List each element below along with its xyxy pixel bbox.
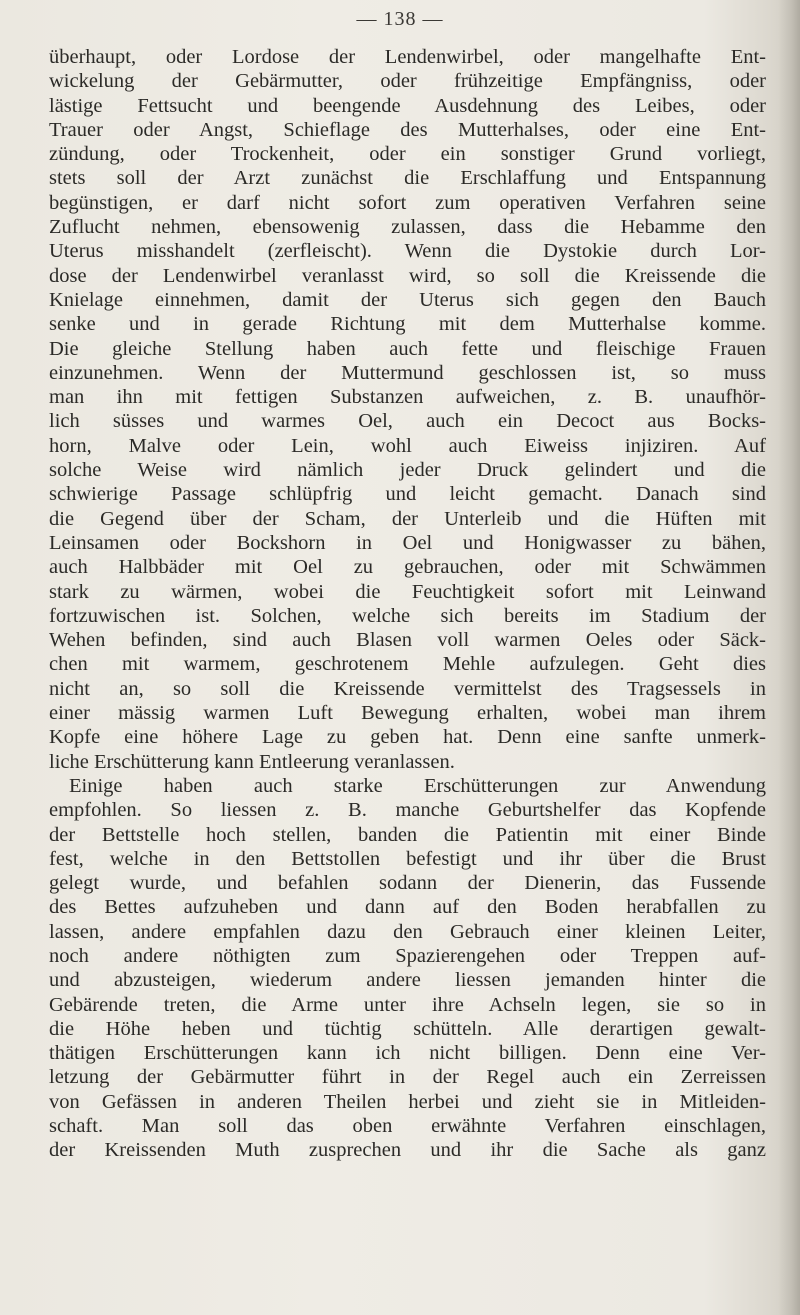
- text-line: lassen, andere empfahlen dazu den Gebrauch einer kleinen Leiter,: [49, 920, 766, 943]
- text-line: senke und in gerade Richtung mit dem Mutterhalse komme.: [49, 313, 766, 336]
- text-line: empfohlen. So liessen z. B. manche Geburtshelfer das Kopfende: [49, 799, 766, 822]
- text-line: einzunehmen. Wenn der Muttermund geschlossen ist, so muss: [49, 361, 766, 384]
- page-number: — 138 —: [356, 8, 444, 30]
- text-line: lich süsses und warmes Oel, auch ein Decoct aus Bocks-: [49, 410, 766, 433]
- text-line: der Bettstelle hoch stellen, banden die Patientin mit einer Binde: [49, 823, 766, 846]
- text-line: fortzuwischen ist. Solchen, welche sich bereits im Stadium der: [49, 604, 766, 627]
- text-line: der Kreissenden Muth zusprechen und ihr die Sache als ganz: [49, 1139, 766, 1162]
- text-line: Kopfe eine höhere Lage zu geben hat. Denn eine sanfte unmerk-: [49, 726, 766, 749]
- text-line: Zuflucht nehmen, ebensowenig zulassen, dass die Hebamme den: [49, 216, 766, 239]
- text-line: gelegt wurde, und befahlen sodann der Dienerin, das Fussende: [49, 872, 766, 895]
- text-line: schwierige Passage schlüpfrig und leicht gemacht. Danach sind: [49, 483, 766, 506]
- text-line: stark zu wärmen, wobei die Feuchtigkeit sofort mit Leinwand: [49, 580, 766, 603]
- text-line: einer mässig warmen Luft Bewegung erhalten, wobei man ihrem: [49, 702, 766, 725]
- text-line: zündung, oder Trockenheit, oder ein sonstiger Grund vorliegt,: [49, 143, 766, 166]
- text-line: begünstigen, er darf nicht sofort zum operativen Verfahren seine: [49, 191, 766, 214]
- text-line: thätigen Erschütterungen kann ich nicht billigen. Denn eine Ver-: [49, 1042, 766, 1065]
- text-line: horn, Malve oder Lein, wohl auch Eiweiss injiziren. Auf: [49, 434, 766, 457]
- text-line: dose der Lendenwirbel veranlasst wird, so soll die Kreissende die: [49, 264, 766, 287]
- text-line: man ihn mit fettigen Substanzen aufweichen, z. B. unaufhör-: [49, 386, 766, 409]
- text-line: Die gleiche Stellung haben auch fette und fleischige Frauen: [49, 337, 766, 360]
- paragraph-start-line: Einige haben auch starke Erschütterungen zur Anwendung: [69, 774, 766, 797]
- text-line: Gebärende treten, die Arme unter ihre Achseln legen, sie so in: [49, 993, 766, 1016]
- text-line: die Höhe heben und tüchtig schütteln. Alle derartigen gewalt-: [49, 1017, 766, 1040]
- text-line: Wehen befinden, sind auch Blasen voll warmen Oeles oder Säck-: [49, 629, 766, 652]
- text-line: des Bettes aufzuheben und dann auf den Boden herabfallen zu: [49, 896, 766, 919]
- text-line: fest, welche in den Bettstollen befestigt und ihr über die Brust: [49, 847, 766, 870]
- text-line: noch andere nöthigten zum Spazierengehen oder Treppen auf-: [49, 944, 766, 967]
- text-line: lästige Fettsucht und beengende Ausdehnung des Leibes, oder: [49, 94, 766, 117]
- text-line: stets soll der Arzt zunächst die Erschlaffung und Entspannung: [49, 167, 766, 190]
- text-line: Knielage einnehmen, damit der Uterus sich gegen den Bauch: [49, 288, 766, 311]
- text-line: Leinsamen oder Bockshorn in Oel und Honigwasser zu bähen,: [49, 531, 766, 554]
- text-line: auch Halbbäder mit Oel zu gebrauchen, oder mit Schwämmen: [49, 556, 766, 579]
- page-edge-shadow: [778, 0, 800, 1315]
- text-line: chen mit warmem, geschrotenem Mehle aufzulegen. Geht dies: [49, 653, 766, 676]
- text-line: wickelung der Gebärmutter, oder frühzeitige Empfängniss, oder: [49, 70, 766, 93]
- text-line: von Gefässen in anderen Theilen herbei und zieht sie in Mitleiden-: [49, 1090, 766, 1113]
- paragraph-end-line: liche Erschütterung kann Entleerung veranlassen.: [49, 750, 455, 773]
- text-line: letzung der Gebärmutter führt in der Regel auch ein Zerreissen: [49, 1066, 766, 1089]
- text-line: die Gegend über der Scham, der Unterleib und die Hüften mit: [49, 507, 766, 530]
- text-line: solche Weise wird nämlich jeder Druck gelindert und die: [49, 459, 766, 482]
- text-line: überhaupt, oder Lordose der Lendenwirbel, oder mangelhafte Ent-: [49, 46, 766, 68]
- text-line: Trauer oder Angst, Schieflage des Mutterhalses, oder eine Ent-: [49, 118, 766, 141]
- text-line: Uterus misshandelt (zerfleischt). Wenn die Dystokie durch Lor-: [49, 240, 766, 263]
- text-line: nicht an, so soll die Kreissende vermittelst des Tragsessels in: [49, 677, 766, 700]
- text-line: und abzusteigen, wiederum andere liessen jemanden hinter die: [49, 969, 766, 992]
- text-line: schaft. Man soll das oben erwähnte Verfahren einschlagen,: [49, 1115, 766, 1138]
- body-text: [49, 45, 766, 1163]
